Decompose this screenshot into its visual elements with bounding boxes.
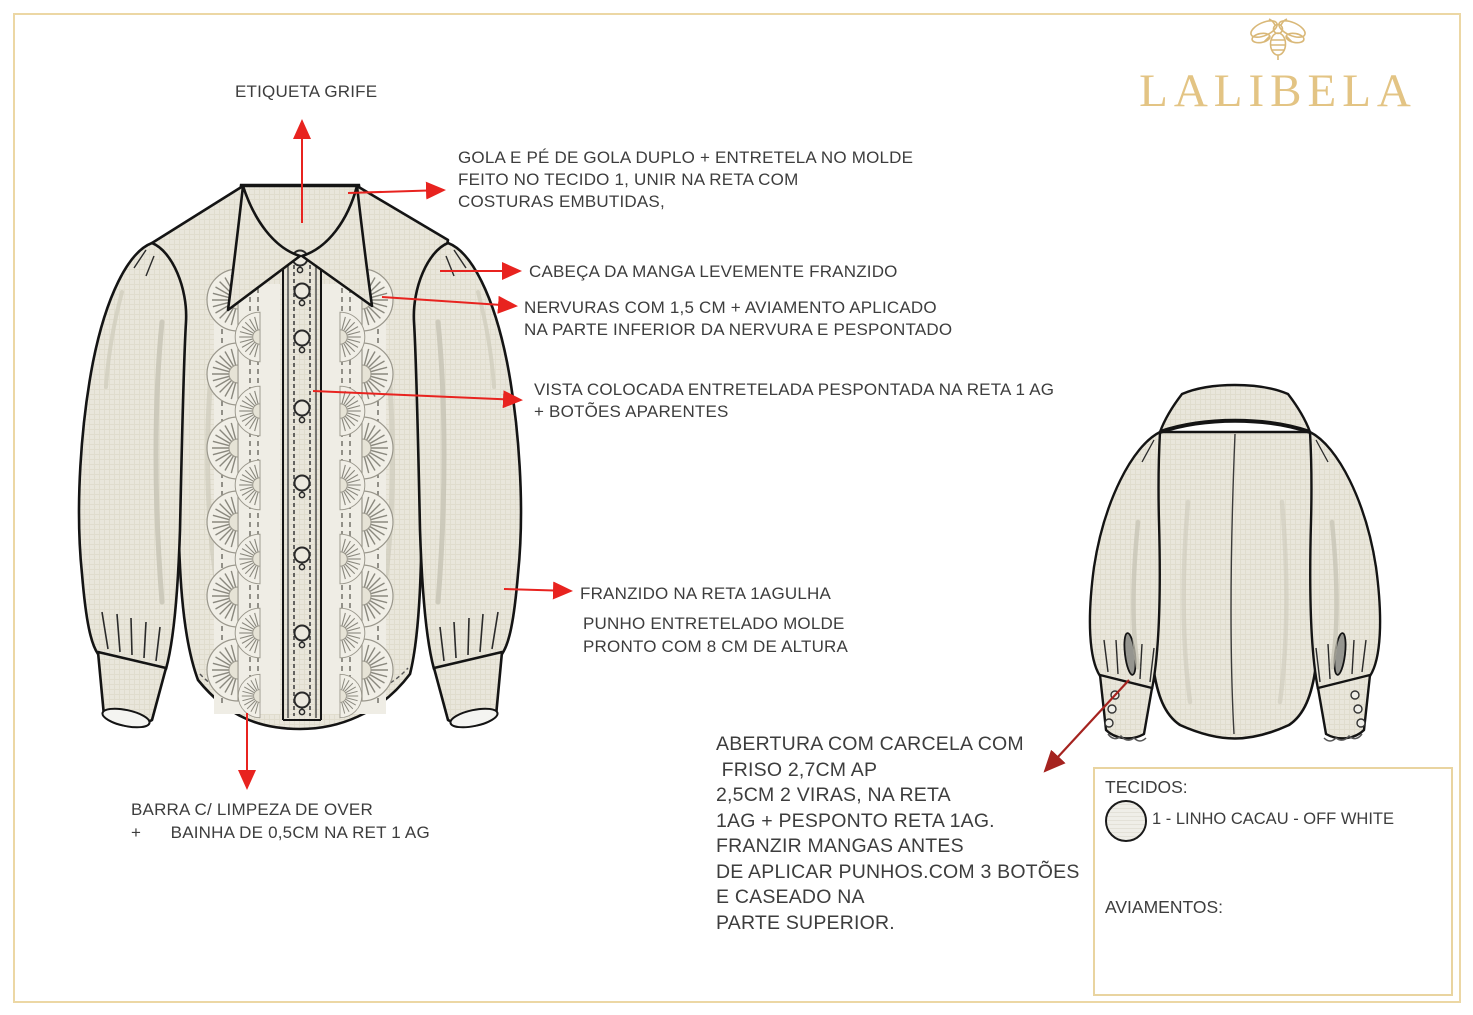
front-view-drawing (62, 172, 538, 747)
note-vista: VISTA COLOCADA ENTRETELADA PESPONTADA NA RETA 1 AG + BOTÕES APARENTES (534, 380, 1055, 421)
tecidos-label: TECIDOS: (1105, 777, 1188, 797)
materials-box (1093, 767, 1453, 996)
note-cabeca-manga: CABEÇA DA MANGA LEVEMENTE FRANZIDO (529, 262, 898, 281)
note-etiqueta-grife (235, 81, 377, 103)
note-franzido: FRANZIDO NA RETA 1AGULHA (580, 584, 832, 603)
note-gola: GOLA E PÉ DE GOLA DUPLO + ENTRETELA NO MOLDE FEITO NO TECIDO 1, UNIR NA RETA COM COSTURAS EMBUTIDAS, (458, 148, 914, 211)
aviamentos-label: AVIAMENTOS: (1105, 897, 1223, 917)
brand-name: LALIBELA (1139, 65, 1417, 117)
note-etiqueta-grife-text: ETIQUETA GRIFE (235, 82, 378, 101)
note-nervuras: NERVURAS COM 1,5 CM + AVIAMENTO APLICADO NA PARTE INFERIOR DA NERVURA E PESPONTADO (524, 298, 953, 339)
note-barra: BARRA C/ LIMPEZA DE OVER + BAINHA DE 0,5CM NA RET 1 AG (131, 800, 430, 842)
brand-logo (1128, 16, 1428, 118)
linen-swatch (1105, 800, 1147, 842)
fabric-1-label: 1 - LINHO CACAU - OFF WHITE (1152, 810, 1395, 828)
bee-icon (1246, 16, 1310, 62)
note-punho: PUNHO ENTRETELADO MOLDE PRONTO COM 8 CM DE ALTURA (583, 614, 849, 656)
note-abertura: ABERTURA COM CARCELA COM FRISO 2,7CM AP 2,5CM 2 VIRAS, NA RETA 1AG + PESPONTO RETA 1AG. FRANZIR MANGAS ANTES DE APLICAR PUNHOS.COM 3 BOTÕES E CASEADO NA PARTE SUPERIOR. (716, 733, 1080, 934)
back-view-drawing (1068, 382, 1402, 762)
